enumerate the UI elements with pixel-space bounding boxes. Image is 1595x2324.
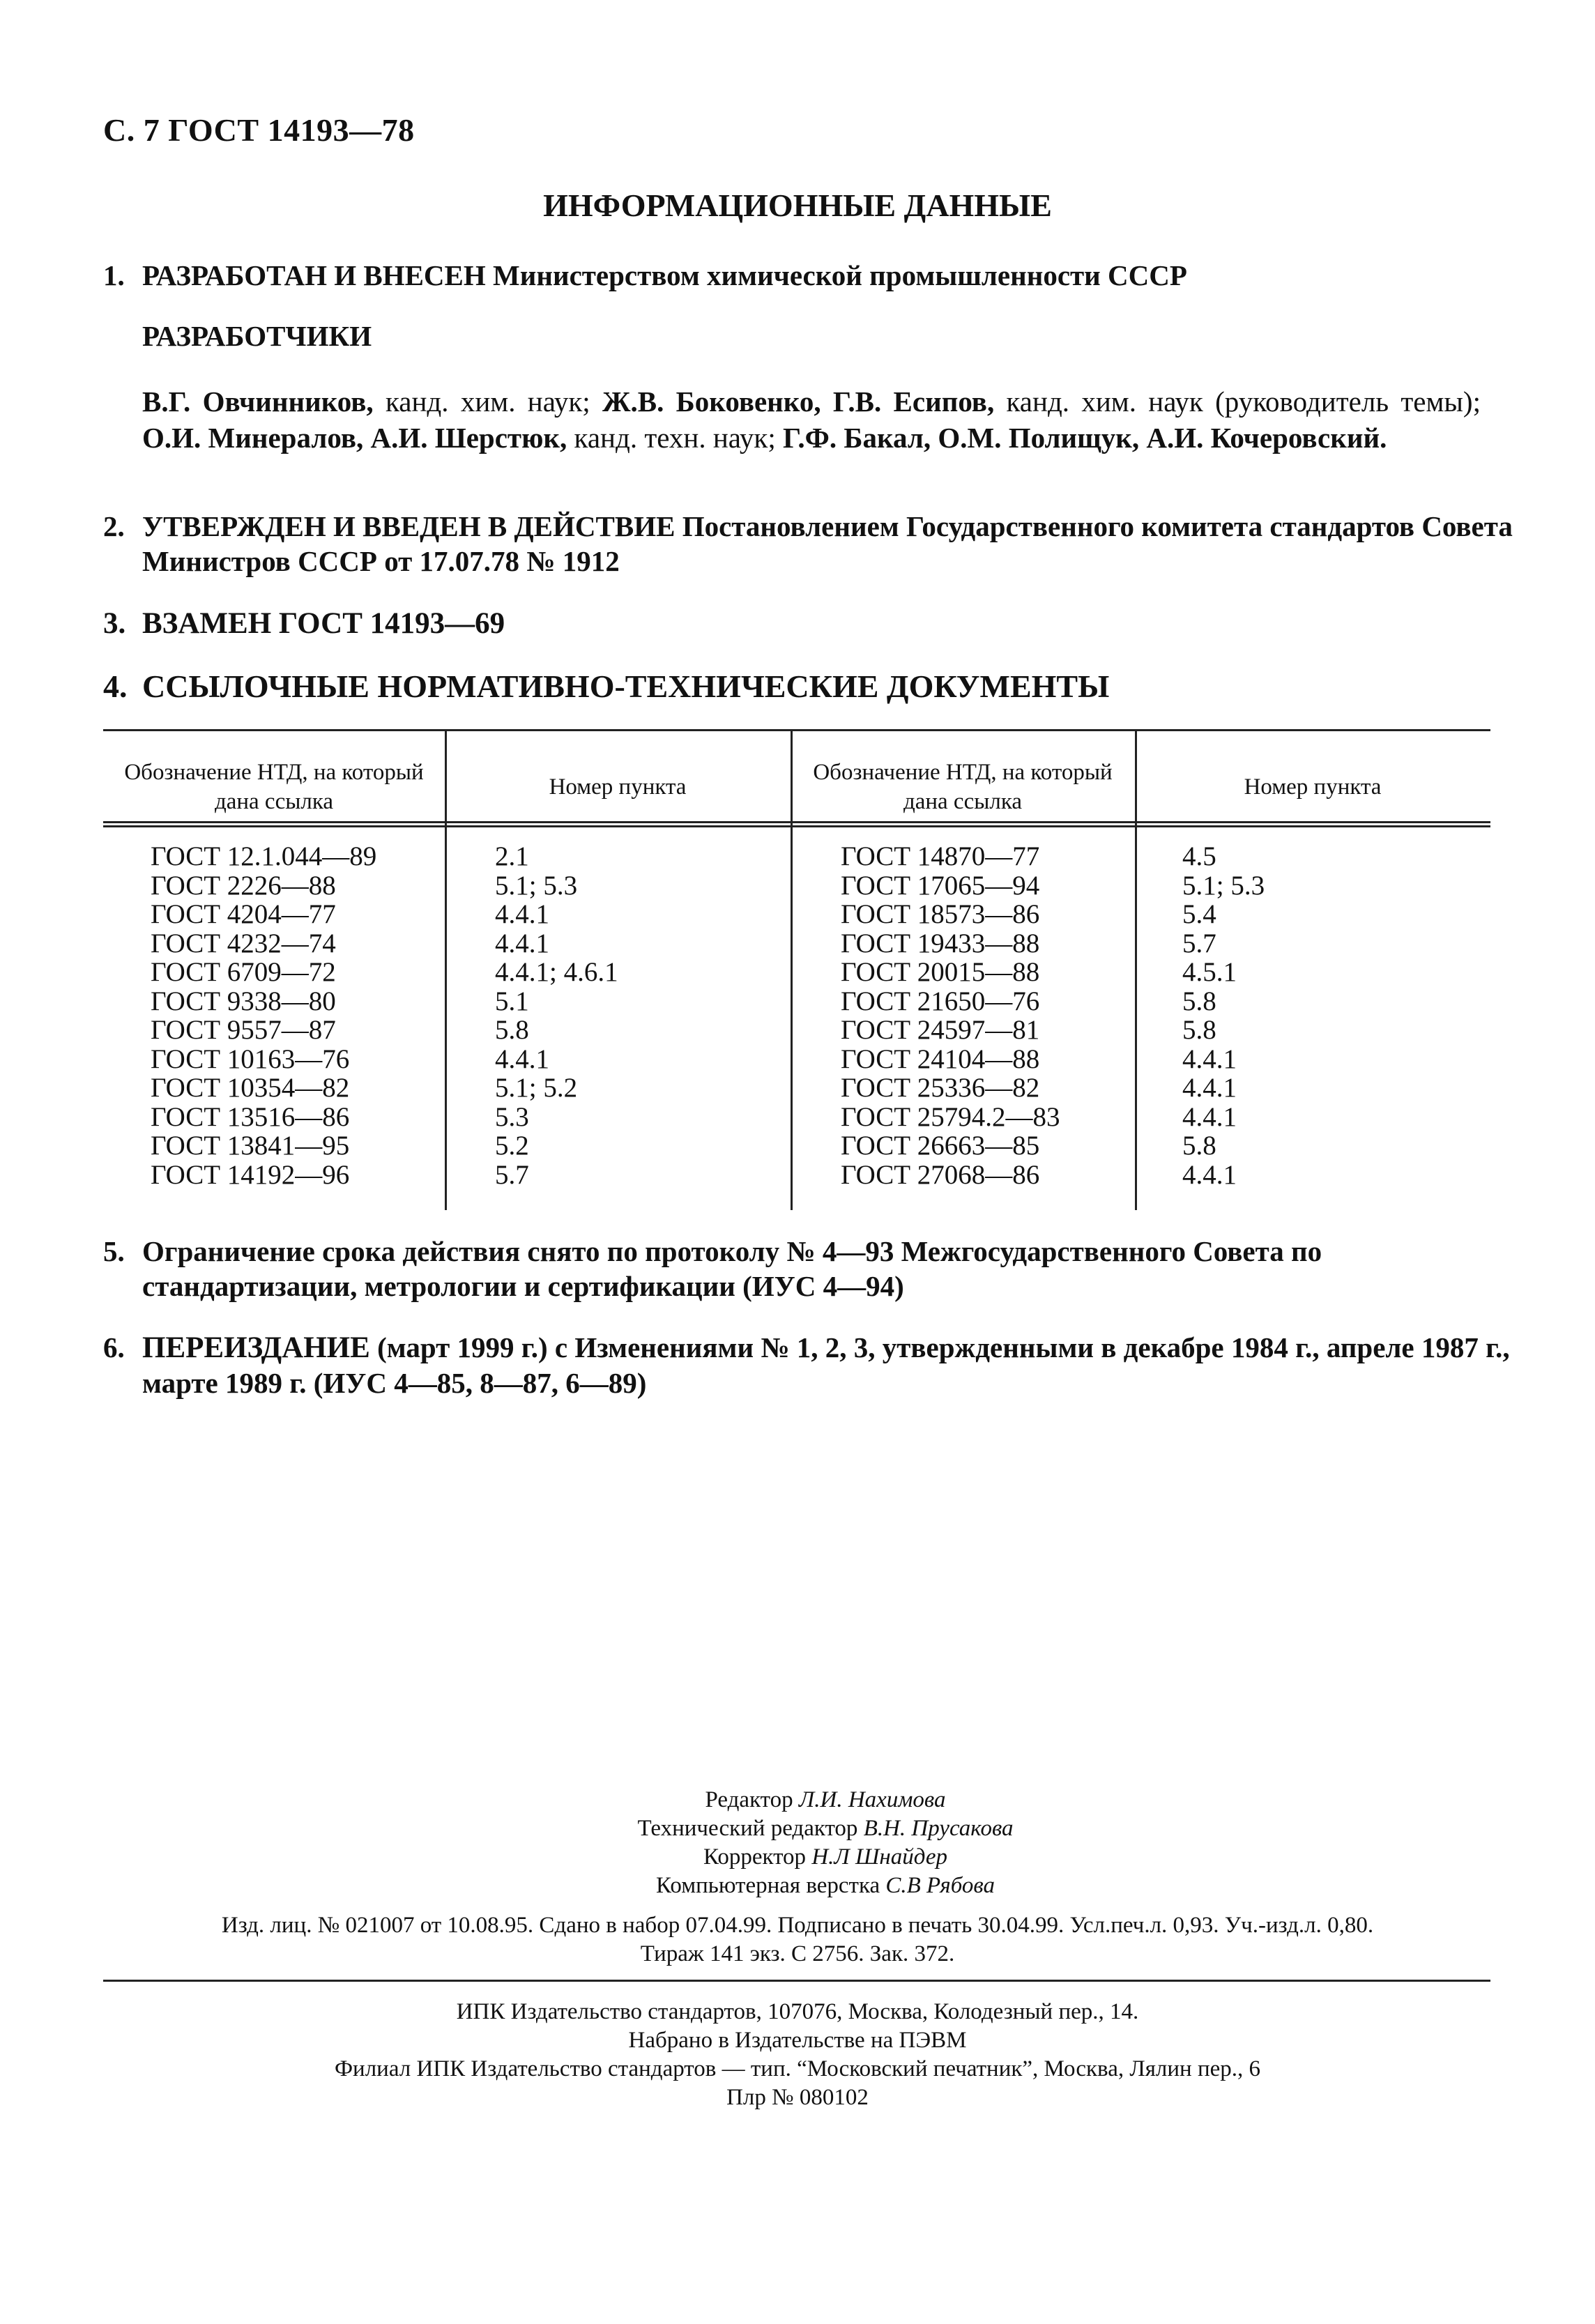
credit-line [0,1843,1595,1872]
credit-line [0,1872,1595,1900]
table-cell: 5.4 [1182,899,1216,929]
table-cell: ГОСТ 18573—86 [841,899,1040,929]
item-6-text: (март 1999 г.) с Изменениями № 1, 2, 3, утвержденными в декабре 1984 г., апреле 1987 г., марте 1989 г. (ИУС 4—85, 8—87, 6—89) [142,1331,1510,1399]
table-cell: 4.5.1 [1182,957,1237,987]
table-top-rule [103,729,1490,731]
credit-line [0,1814,1595,1843]
imprint-line: Изд. лиц. № 021007 от 10.08.95. Сдано в набор 07.04.99. Подписано в печать 30.04.99. Усл.печ.л. 0,93. Уч.-изд.л. 0,80. [221,1913,1374,1938]
table-cell: ГОСТ 25336—82 [841,1073,1040,1103]
credits-block [0,1786,1595,1900]
item-1 [103,258,1490,293]
item-5-text: Ограничение срока действия снято по протоколу № 4—93 Межгосударственного Совета по стандартизации, метрологии и сертификации (ИУС 4—94) [142,1235,1322,1302]
table-cell: 5.8 [495,1015,529,1045]
table-cell: ГОСТ 10163—76 [151,1043,350,1074]
table-cell: 4.4.1; 4.6.1 [495,957,618,987]
credit-name: Л.И. Нахимова [798,1787,946,1812]
table-cell: ГОСТ 19433—88 [841,928,1040,958]
table-cell: ГОСТ 27068—86 [841,1159,1040,1190]
table-cell: 4.4.1 [495,928,549,958]
developer-title: канд. техн. наук; [567,422,783,454]
table-cell: 4.4.1 [495,1043,549,1074]
table-cell: 4.4.1 [1182,1159,1237,1190]
item-5-number: 5. [103,1235,125,1267]
table-cell: ГОСТ 26663—85 [841,1131,1040,1161]
item-6-bold: ПЕРЕИЗДАНИЕ [142,1331,370,1364]
item-4-number: 4. [103,668,128,704]
publisher-line: Набрано в Издательстве на ПЭВМ [628,2028,967,2053]
table-header-doc-right: Обозначение НТД, на который дана ссылка [813,760,1113,814]
table-cell: 5.1; 5.2 [495,1073,578,1103]
table-cell: ГОСТ 13516—86 [151,1101,350,1132]
publisher-block [0,1998,1595,2112]
item-6-number: 6. [103,1331,125,1363]
table-column-right-items [1182,842,1265,1189]
table-cell: 5.8 [1182,986,1216,1016]
table-header-item-left: Номер пункта [549,774,687,800]
credit-name: В.Н. Прусакова [863,1816,1014,1841]
imprint-block [0,1911,1595,1968]
table-cell: ГОСТ 4204—77 [151,899,336,929]
table-header-doc-left: Обозначение НТД, на который дана ссылка [124,760,424,814]
table-column-right-docs [841,842,1060,1189]
table-cell: ГОСТ 10354—82 [151,1073,350,1103]
table-cell: ГОСТ 20015—88 [841,957,1040,987]
table-cell: ГОСТ 9557—87 [151,1015,336,1045]
developer-name: О.И. Минералов, А.И. Шерстюк, [142,422,567,454]
developers-list [142,383,1481,456]
publisher-line: Филиал ИПК Издательство стандартов — тип. “Московский печатник”, Москва, Лялин пер., 6 [334,2056,1261,2081]
table-cell: ГОСТ 25794.2—83 [841,1101,1060,1132]
references-table [103,729,1490,1210]
credit-line [0,1786,1595,1814]
table-cell: ГОСТ 21650—76 [841,986,1040,1016]
table-cell: 5.1 [495,986,529,1016]
table-cell: 4.4.1 [1182,1073,1237,1103]
item-1-bold: РАЗРАБОТАН И ВНЕСЕН [142,259,486,291]
table-cell: ГОСТ 24104—88 [841,1043,1040,1074]
table-cell: ГОСТ 24597—81 [841,1015,1040,1045]
credit-name: С.В Рябова [885,1873,995,1898]
item-3-number: 3. [103,607,126,640]
table-column-left-items [495,842,618,1189]
table-cell: 5.8 [1182,1015,1216,1045]
table-cell: 5.1; 5.3 [1182,870,1265,901]
item-5 [103,1234,1529,1304]
table-cell: ГОСТ 12.1.044—89 [151,841,377,871]
developer-title: канд. хим. наук; [373,385,602,418]
table-cell: 5.7 [1182,928,1216,958]
item-3-text: ВЗАМЕН ГОСТ 14193—69 [142,607,505,640]
item-4-text: ССЫЛОЧНЫЕ НОРМАТИВНО-ТЕХНИЧЕСКИЕ ДОКУМЕНТЫ [142,668,1110,704]
credit-role: Компьютерная верстка [656,1873,886,1898]
imprint-line: Тираж 141 экз. С 2756. Зак. 372. [640,1941,955,1966]
page-header: С. 7 ГОСТ 14193—78 [103,112,415,148]
publisher-line: ИПК Издательство стандартов, 107076, Москва, Колодезный пер., 14. [456,1999,1139,2024]
table-cell: 5.1; 5.3 [495,870,578,901]
table-cell: 4.5 [1182,841,1216,871]
item-1-text: Министерством химической промышленности СССР [485,259,1187,291]
credit-role: Корректор [703,1844,812,1870]
item-6 [103,1330,1529,1400]
table-cell: 5.3 [495,1101,529,1132]
table-cell: 5.8 [1182,1131,1216,1161]
developer-name: Г.Ф. Бакал, О.М. Полищук, А.И. Кочеровский. [782,422,1387,454]
table-cell: 4.4.1 [495,899,549,929]
table-cell: ГОСТ 17065—94 [841,870,1040,901]
table-cell: 2.1 [495,841,529,871]
item-4 [103,668,1109,705]
item-2 [103,509,1529,579]
table-cell: 4.4.1 [1182,1101,1237,1132]
table-header-item-right: Номер пункта [1244,774,1382,800]
item-3 [103,606,505,641]
item-2-bold: УТВЕРЖДЕН И ВВЕДЕН В ДЕЙСТВИЕ [142,510,676,542]
table-column-left-docs [151,842,376,1189]
table-cell: ГОСТ 14870—77 [841,841,1040,871]
developer-name: Ж.В. Боковенко, Г.В. Есипов, [602,385,995,418]
table-cell: ГОСТ 13841—95 [151,1131,350,1161]
developers-heading: РАЗРАБОТЧИКИ [142,320,372,352]
developer-title: канд. хим. наук (руководитель темы); [994,385,1481,418]
table-cell: ГОСТ 14192—96 [151,1159,350,1190]
item-1-number: 1. [103,259,125,291]
table-cell: ГОСТ 2226—88 [151,870,336,901]
item-2-number: 2. [103,510,125,542]
document-title: ИНФОРМАЦИОННЫЕ ДАННЫЕ [543,188,1052,223]
table-cell: ГОСТ 9338—80 [151,986,336,1016]
table-cell: ГОСТ 6709—72 [151,957,336,987]
developer-name: В.Г. Овчинников, [142,385,374,418]
credit-role: Редактор [705,1787,799,1812]
table-header-rule-double [103,825,1490,827]
credit-name: Н.Л Шнайдер [811,1844,948,1870]
item-2-text: Постановлением Государственного комитета стандартов Совета Министров СССР от 17.07.78 № 1912 [142,510,1513,577]
footer-rule [103,1980,1490,1982]
table-cell: 4.4.1 [1182,1043,1237,1074]
publisher-line: Плр № 080102 [726,2085,869,2110]
table-cell: 5.7 [495,1159,529,1190]
table-cell: ГОСТ 4232—74 [151,928,336,958]
table-cell: 5.2 [495,1131,529,1161]
credit-role: Технический редактор [637,1816,864,1841]
